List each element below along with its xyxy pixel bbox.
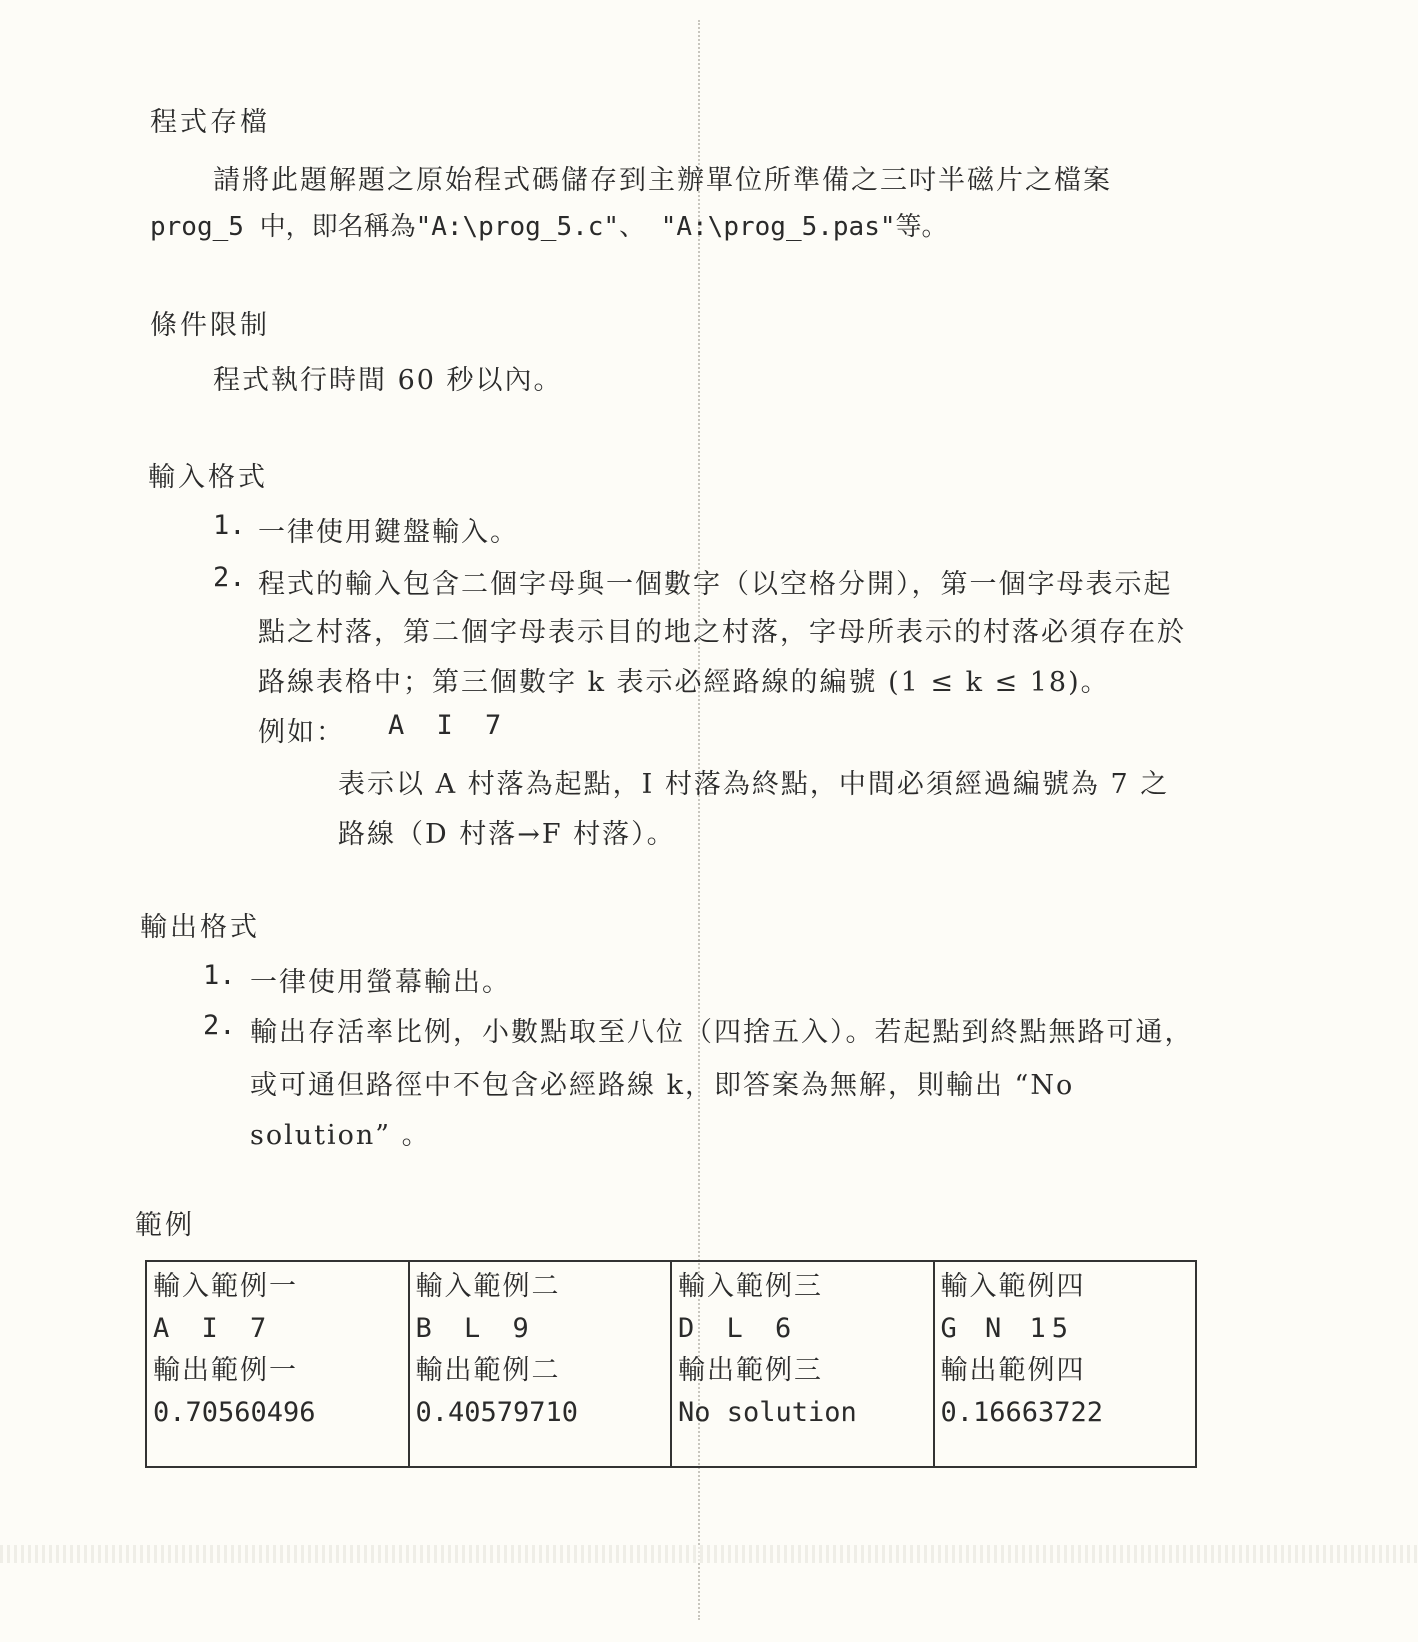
output-item-2-line-1: 輸出存活率比例，小數點取至八位（四捨五入）。若起點到終點無路可通， [250, 1017, 1194, 1048]
input-item-2-line-2: 點之村落，第二個字母表示目的地之村落，字母所表示的村落必須存在於 [258, 617, 1186, 648]
example-3-output-label: 輸出範例三 [678, 1355, 823, 1386]
example-4-input-label: 輸入範例四 [940, 1271, 1086, 1302]
example-1-output-label: 輸出範例一 [153, 1355, 298, 1386]
input-item-1-text: 一律使用鍵盤輸入。 [258, 517, 519, 548]
example-cell-1 [146, 1261, 409, 1467]
example-cell-3 [671, 1261, 934, 1467]
scan-edge-noise [0, 1545, 1418, 1563]
example-cell-2 [409, 1261, 672, 1467]
output-item-1-text: 一律使用螢幕輸出。 [250, 967, 511, 998]
input-item-1-number: 1. [213, 510, 246, 541]
example-1-output-value: 0.70560496 [153, 1397, 316, 1428]
output-item-2-line-2: 或可通但路徑中不包含必經路線 k，即答案為無解，則輸出 “No [250, 1070, 1075, 1101]
examples-heading: 範例 [135, 1210, 195, 1241]
save-heading: 程式存檔 [150, 107, 270, 138]
example-cell-4 [934, 1261, 1197, 1467]
example-2-output-label: 輸出範例二 [415, 1355, 561, 1386]
output-heading: 輸出格式 [140, 912, 260, 943]
example-4-output-label: 輸出範例四 [940, 1355, 1086, 1386]
examples-table-row [146, 1261, 1196, 1467]
example-3-input-value: D L 6 [678, 1313, 800, 1344]
example-1-input-value: A I 7 [153, 1313, 275, 1344]
input-heading: 輸入格式 [148, 462, 268, 493]
example-4-input-value: G N 15 [940, 1313, 1075, 1344]
example-3-output-value: No solution [678, 1397, 857, 1428]
example-2-output-value: 0.40579710 [415, 1397, 579, 1428]
example-2-input-value: B L 9 [415, 1313, 537, 1344]
examples-table [145, 1260, 1197, 1468]
output-item-2-line-3: solution” 。 [250, 1120, 431, 1151]
input-example-desc-2: 路線（D 村落→F 村落）。 [338, 819, 676, 850]
output-item-2-number: 2. [203, 1010, 236, 1041]
limit-heading: 條件限制 [150, 310, 270, 341]
save-text-line-1: 請將此題解題之原始程式碼儲存到主辦單位所準備之三吋半磁片之檔案 [213, 165, 1112, 196]
save-text-line-2: prog_5 中，即名稱為"A:\prog_5.c"、 "A:\prog_5.pas"等。 [150, 212, 948, 242]
limit-text-line-1: 程式執行時間 60 秒以內。 [213, 365, 563, 396]
input-item-2-number: 2. [213, 562, 246, 593]
example-4-output-value: 0.16663722 [940, 1397, 1104, 1428]
input-item-2-line-3: 路線表格中；第三個數字 k 表示必經路線的編號 (1 ≤ k ≤ 18)。 [258, 667, 1110, 698]
output-item-1-number: 1. [203, 960, 236, 991]
input-example-desc-1: 表示以 A 村落為起點，I 村落為終點，中間必須經過編號為 7 之 [338, 769, 1170, 800]
input-example-value: A I 7 [388, 710, 510, 741]
example-3-input-label: 輸入範例三 [678, 1271, 823, 1302]
example-2-input-label: 輸入範例二 [415, 1271, 561, 1302]
input-item-2-line-1: 程式的輸入包含二個字母與一個數字（以空格分開），第一個字母表示起 [258, 569, 1173, 600]
example-1-input-label: 輸入範例一 [153, 1271, 298, 1302]
input-example-label: 例如： [258, 717, 345, 748]
